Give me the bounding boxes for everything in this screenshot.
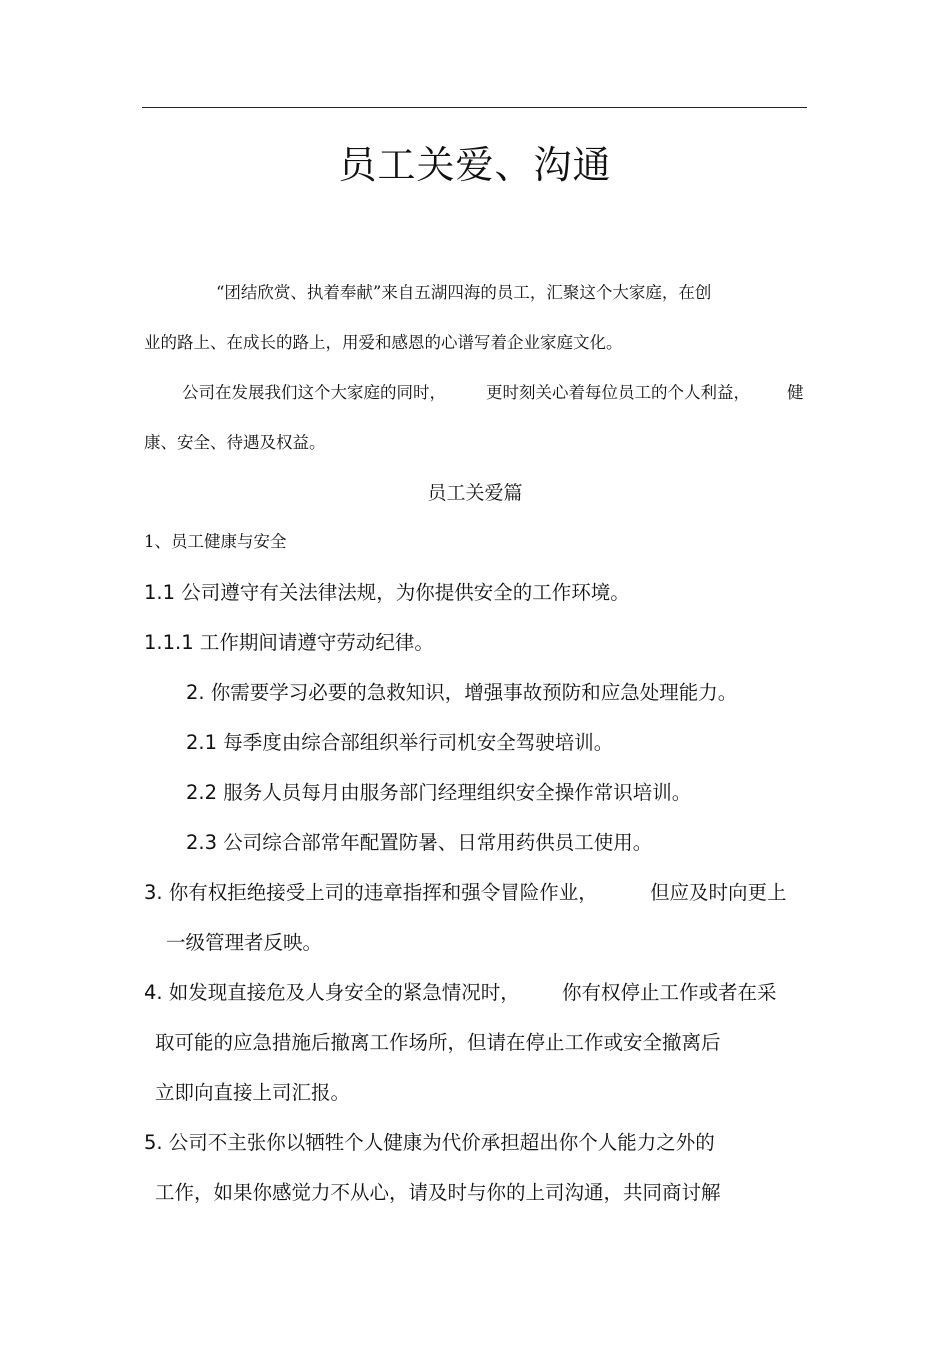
item-3-line-1-part-b: 但应及时向更上	[650, 881, 787, 904]
heading-employee-health-safety: 1、员工健康与安全	[144, 532, 287, 551]
item-1-1-1: 1.1.1 工作期间请遵守劳动纪律。	[144, 631, 434, 654]
item-5-line-1: 5. 公司不主张你以牺牲个人健康为代价承担超出你个人能力之外的	[144, 1131, 715, 1154]
item-2-3: 2.3 公司综合部常年配置防暑、日常用药供员工使用。	[186, 831, 653, 854]
item-2-1: 2.1 每季度由综合部组织举行司机安全驾驶培训。	[186, 731, 614, 754]
document-title: 员工关爱、沟通	[338, 143, 612, 187]
item-2: 2. 你需要学习必要的急救知识，增强事故预防和应急处理能力。	[186, 681, 738, 704]
item-5-line-2: 工作，如果你感觉力不从心，请及时与你的上司沟通，共同商讨解	[155, 1181, 721, 1204]
intro-paragraph-2-line-1-part-a: 公司在发展我们这个大家庭的同时，	[182, 383, 446, 402]
intro-paragraph-2-line-1-part-c: 健	[787, 383, 804, 402]
item-3-line-1-part-a: 3. 你有权拒绝接受上司的违章指挥和强令冒险作业，	[144, 881, 598, 904]
top-horizontal-rule	[142, 107, 807, 108]
item-3-line-2: 一级管理者反映。	[166, 931, 323, 954]
section-title: 员工关爱篇	[427, 482, 523, 504]
item-4-line-1-part-a: 4. 如发现直接危及人身安全的紧急情况时，	[144, 981, 520, 1004]
intro-paragraph-1-line-2: 业的路上、在成长的路上，用爱和感恩的心谱写着企业家庭文化。	[144, 333, 623, 352]
item-4-line-1-part-b: 你有权停止工作或者在采	[562, 981, 777, 1004]
item-4-line-2: 取可能的应急措施后撤离工作场所，但请在停止工作或安全撤离后	[155, 1031, 721, 1054]
item-1-1: 1.1 公司遵守有关法律法规，为你提供安全的工作环境。	[144, 581, 630, 604]
intro-paragraph-2-line-1-part-b: 更时刻关心着每位员工的个人利益，	[486, 383, 750, 402]
item-2-2: 2.2 服务人员每月由服务部门经理组织安全操作常识培训。	[186, 781, 692, 804]
intro-paragraph-1-line-1: “团结欣赏、执着奉献”来自五湖四海的员工，汇聚这个大家庭，在创	[216, 283, 712, 302]
intro-paragraph-2-line-2: 康、安全、待遇及权益。	[144, 433, 326, 452]
item-4-line-3: 立即向直接上司汇报。	[155, 1081, 351, 1104]
